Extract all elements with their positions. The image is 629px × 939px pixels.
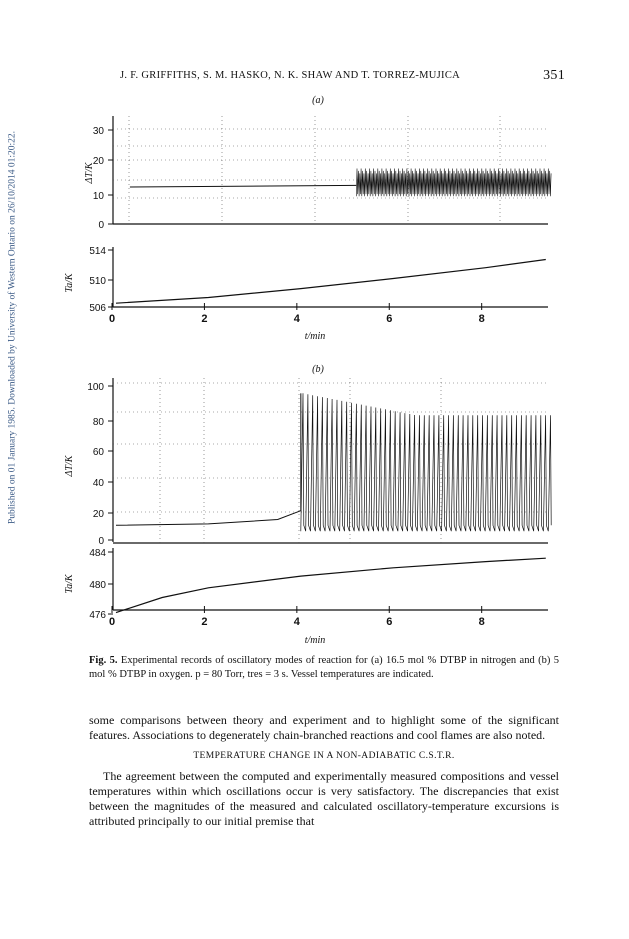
b-bot-tick-484: 484 [89,548,106,559]
panel-a-label: (a) [312,95,324,106]
x-tick-label: 4 [293,313,300,325]
a-bot-series-line [116,260,546,304]
b-top-tick-100: 100 [87,382,104,393]
x-tick-label: 8 [478,313,485,325]
x-tick-label: 8 [478,616,485,628]
page-number: 351 [543,68,565,83]
caption-label: Fig. 5. [89,655,118,666]
caption-text: Experimental records of oscillatory modes of reaction for (a) 16.5 mol % DTBP in nitrogen and (b) 5 mol % DTBP in oxygen. p = 80 Torr, tres = 3 s. Vessel temperatures are indicated. [89,655,560,680]
b-bot-tick-476: 476 [89,610,106,621]
x-tick-label: 4 [293,616,300,628]
a-bot-tick-506: 506 [89,303,106,314]
a-bot-xticks [109,303,485,325]
a-top-oscillation [356,169,551,197]
x-tick-label: 6 [386,616,393,628]
b-top-ticks [87,382,113,547]
panel-a-top-plot [84,116,551,231]
panel-b-top-plot [64,378,551,547]
a-bot-tick-514: 514 [89,246,106,257]
paragraph-1: some comparisons between theory and experiment and to highlight some of the significant features. Associations to degenerately chain-branched reactions and cool flames are also noted. [89,713,559,742]
b-top-tick-40: 40 [92,478,104,489]
b-top-tick-60: 60 [92,447,104,458]
header-authors: J. F. GRIFFITHS, S. M. HASKO, N. K. SHAW AND T. TORREZ-MUJICA [120,70,461,81]
b-bot-series-line [116,558,546,612]
download-watermark: Published on 01 January 1985. Downloaded by University of Western Ontario on 26/10/2014 01:20:22. [7,131,18,525]
b-bot-yticks [89,548,113,621]
b-top-oscillation-trace [301,393,551,531]
a-top-tick-30: 30 [92,126,104,137]
a-top-series-line [130,185,356,187]
a-top-tick-0: 0 [98,220,104,231]
a-xlabel: t/min [304,331,326,342]
section-heading: TEMPERATURE CHANGE IN A NON-ADIABATIC C.S.T.R. [193,751,455,761]
b-top-tick-0: 0 [98,536,104,547]
a-top-ticks [93,126,113,231]
a-top-tick-20: 20 [92,156,104,167]
a-bot-yticks [89,246,113,314]
x-tick-label: 0 [108,313,116,325]
a-top-ylabel: ΔT/K [84,162,95,184]
b-bot-ylabel: Ta/K [64,574,75,594]
b-top-ylabel: ΔT/K [64,455,75,477]
a-bot-ylabel: Ta/K [64,273,75,293]
a-top-tick-10: 10 [92,191,104,202]
b-bot-tick-480: 480 [89,580,106,591]
b-top-series-line [116,511,301,526]
x-tick-label: 2 [201,616,208,628]
figure-caption [89,654,559,682]
b-top-oscillation [301,393,551,531]
x-tick-label: 2 [201,313,208,325]
a-bot-tick-510: 510 [89,276,106,287]
panel-b-bottom-plot [64,548,548,646]
a-top-oscillation-trace [356,169,551,197]
x-tick-label: 0 [108,616,116,628]
paragraph-2: The agreement between the computed and experimentally measured compositions and vessel temperatures within which oscillations occur is very satisfactory. The discrepancies that exist between the magnitudes of the measured and calculated oscillatory-temperature excursions is attributed principally to our initial premise that [89,769,559,828]
panel-a-bottom-plot [64,246,548,342]
b-top-tick-20: 20 [92,509,104,520]
x-tick-label: 6 [386,313,393,325]
b-top-tick-80: 80 [92,417,104,428]
a-top-grid [113,116,548,224]
b-bot-xticks [109,606,485,628]
b-xlabel: t/min [304,635,326,646]
panel-b-label: (b) [312,364,324,375]
